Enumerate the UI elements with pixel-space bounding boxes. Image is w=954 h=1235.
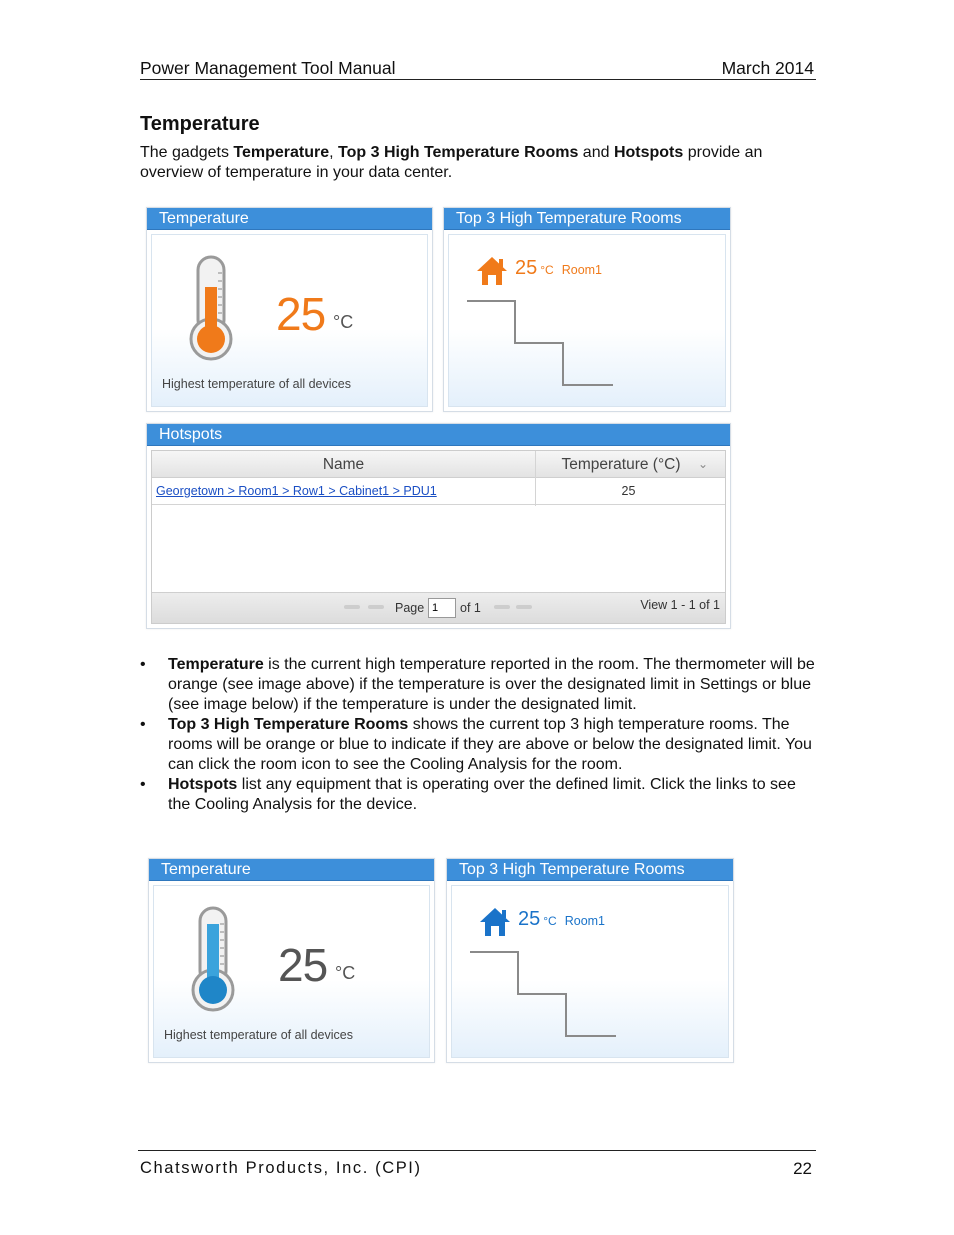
sort-arrow-icon[interactable]: ⌄: [697, 457, 709, 471]
room-entry: [515, 257, 602, 280]
hotspots-table: [151, 450, 726, 624]
page-total: of 1: [460, 601, 481, 615]
thermometer-orange-icon: [182, 253, 240, 365]
section-title: Temperature: [140, 113, 260, 135]
first-page-icon[interactable]: [344, 605, 360, 609]
bullet-text: is the current high temperature reported in the room. The thermometer will be orange (see image above) if the temperature is over the designated limit in Settings or blue (see image below) if the temperature is under the designated limit.: [168, 656, 815, 713]
last-page-icon[interactable]: [516, 605, 532, 609]
view-count: View 1 - 1 of 1: [640, 598, 720, 612]
bullet-term: Hotspots: [168, 776, 238, 793]
table-pager: [152, 592, 725, 623]
manual-title: Power Management Tool Manual: [140, 58, 396, 78]
temperature-caption: Highest temperature of all devices: [164, 1028, 353, 1042]
gadget-title: Top 3 High Temperature Rooms: [444, 208, 730, 230]
temperature-value: 25: [278, 939, 328, 991]
room-house-orange-icon[interactable]: [475, 255, 509, 287]
bullet-text: list any equipment that is operating over the defined limit. Click the links to see the Cooling Analysis for the device.: [168, 776, 796, 813]
step-chart-lines: [467, 297, 617, 389]
list-item: [140, 655, 820, 715]
temperature-caption: Highest temperature of all devices: [162, 377, 351, 391]
page-footer: [138, 1150, 816, 1178]
temperature-unit: °C: [335, 963, 356, 983]
page-label: Page: [395, 601, 425, 615]
gadget-body: [151, 234, 428, 407]
company-name: Chatsworth Products, Inc. (CPI): [140, 1159, 422, 1177]
bullet-list: [140, 655, 820, 815]
gadget-body: [448, 234, 726, 407]
bullet-dot: •: [140, 716, 146, 733]
room-name[interactable]: Room1: [564, 914, 606, 928]
intro-text: ,: [329, 144, 339, 161]
top3-rooms-gadget-orange: [443, 207, 731, 412]
bullet-dot: •: [140, 776, 146, 793]
room-unit: °C: [540, 263, 554, 277]
column-header-temperature[interactable]: Temperature (°C): [561, 456, 681, 473]
intro-text: and: [578, 144, 614, 161]
gadget-title: Hotspots: [147, 424, 730, 446]
temperature-gadget-orange: [146, 207, 433, 412]
gadget-title: Temperature: [147, 208, 432, 230]
gadget-body: [153, 885, 430, 1058]
column-header-name[interactable]: Name: [322, 456, 365, 473]
hotspot-temperature: 25: [621, 484, 636, 498]
gadget-title: Top 3 High Temperature Rooms: [447, 859, 733, 881]
prev-page-icon[interactable]: [368, 605, 384, 609]
room-house-blue-icon[interactable]: [478, 906, 512, 938]
intro-term-temperature: Temperature: [233, 144, 330, 161]
room-unit: °C: [543, 914, 557, 928]
room-temperature: 25: [518, 908, 541, 930]
bullet-term: Top 3 High Temperature Rooms: [168, 716, 409, 733]
next-page-icon[interactable]: [494, 605, 510, 609]
temperature-value: 25: [276, 288, 326, 340]
table-row: [152, 478, 725, 505]
hotspots-gadget: [146, 423, 731, 629]
step-chart-lines: [470, 948, 620, 1040]
page-number: 22: [793, 1159, 812, 1178]
gadget-body: [451, 885, 729, 1058]
temperature-gadget-blue: [148, 858, 435, 1063]
intro-text: provide an overview of temperature in your data center.: [140, 144, 763, 181]
bullet-dot: •: [140, 656, 146, 673]
intro-paragraph: [140, 143, 820, 183]
room-temperature: 25: [515, 257, 538, 279]
temperature-unit: °C: [333, 312, 354, 332]
gadget-title: Temperature: [149, 859, 434, 881]
thermometer-blue-icon: [184, 904, 242, 1016]
table-header: [152, 451, 725, 478]
list-item: [140, 775, 820, 815]
intro-text: The gadgets: [140, 144, 234, 161]
page-number-input[interactable]: [428, 598, 456, 618]
intro-term-hotspots: Hotspots: [613, 144, 684, 161]
bullet-term: Temperature: [168, 656, 264, 673]
top3-rooms-gadget-blue: [446, 858, 734, 1063]
list-item: [140, 715, 820, 775]
room-entry: [518, 908, 605, 931]
intro-term-top3: Top 3 High Temperature Rooms: [338, 144, 579, 161]
hotspot-device-link[interactable]: Georgetown > Room1 > Row1 > Cabinet1 > PDU1: [156, 484, 437, 498]
page-header: [140, 56, 816, 80]
room-name[interactable]: Room1: [561, 263, 603, 277]
manual-date: March 2014: [721, 58, 814, 78]
bullet-text: shows the current top 3 high temperature rooms. The rooms will be orange or blue to indicate if they are above or below the designated limit. You can click the room icon to see the Cooling Analysis for the room.: [168, 716, 812, 773]
